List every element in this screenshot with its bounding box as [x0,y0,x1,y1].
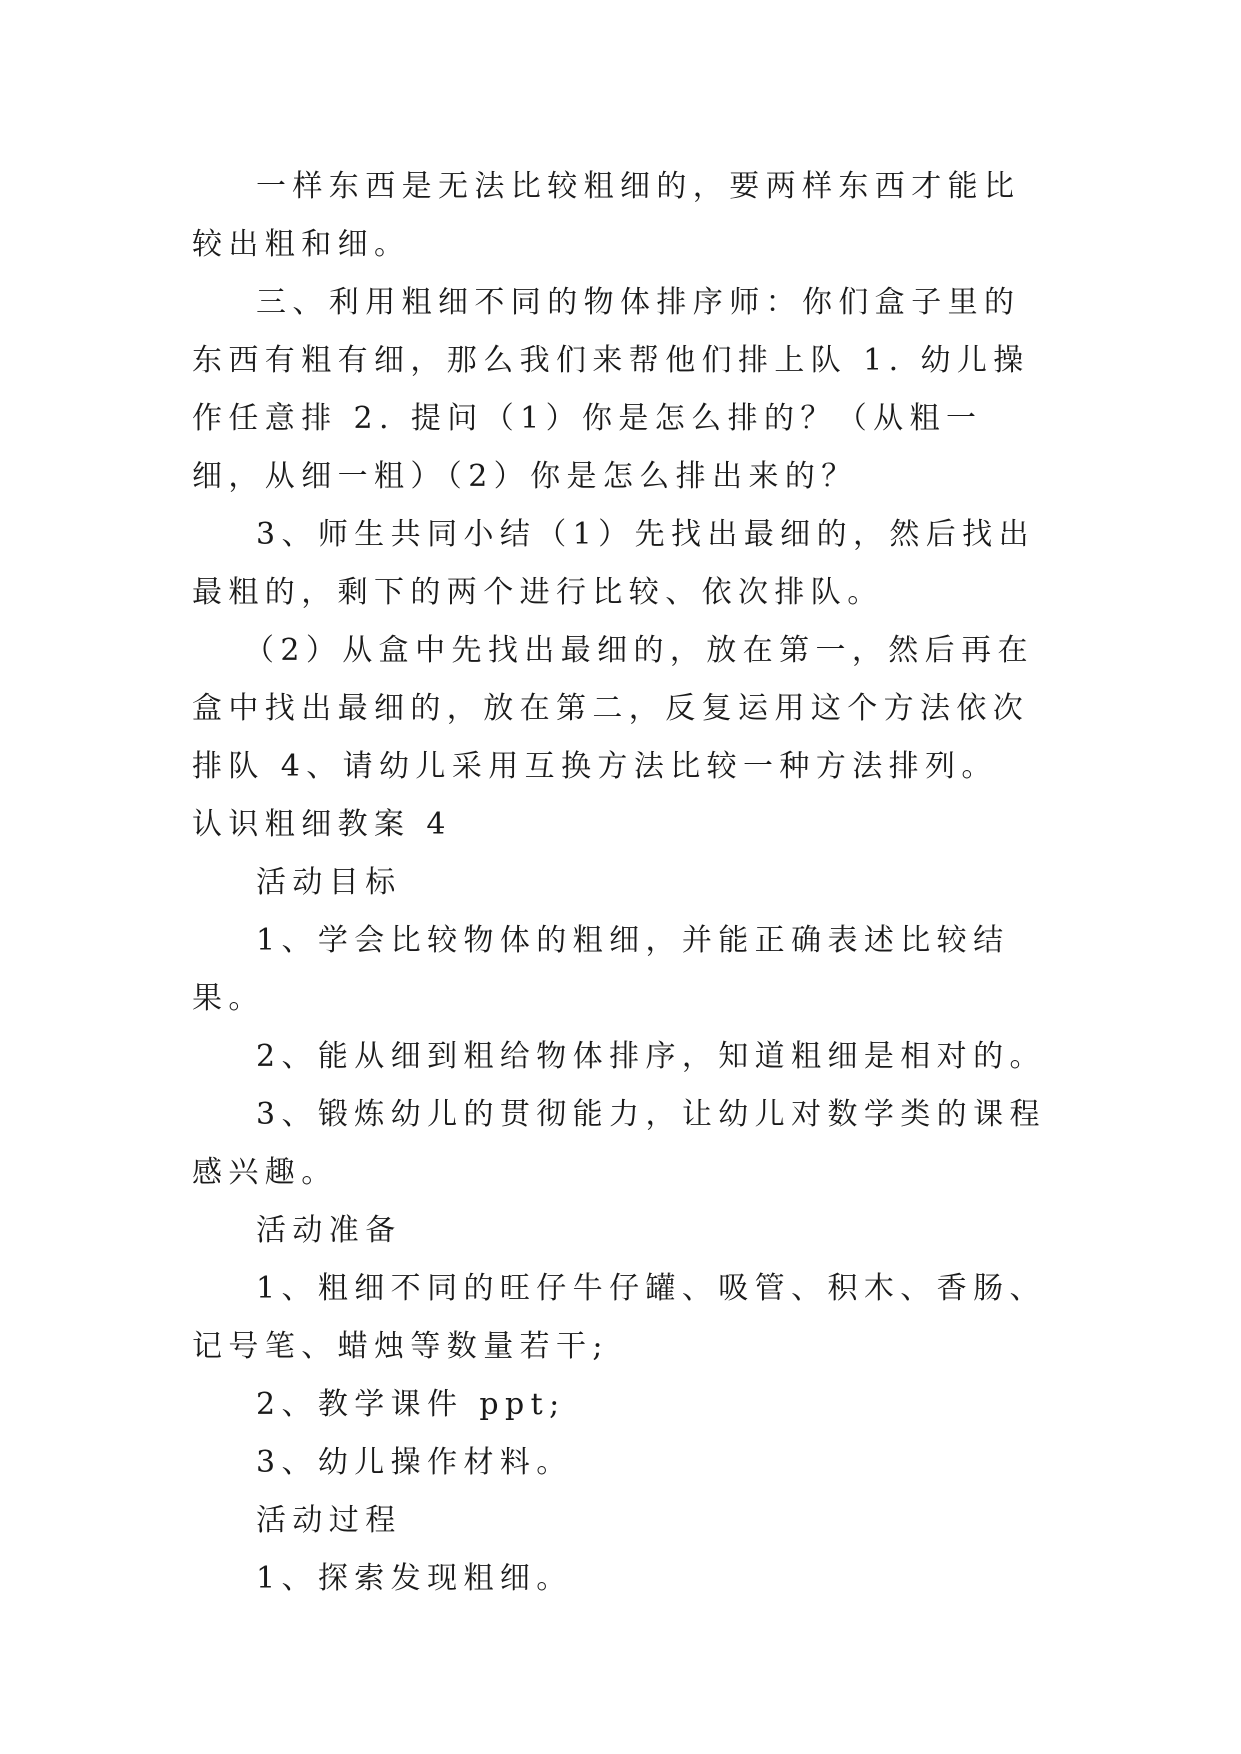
preparation-item-2: 2、教学课件 ppt; [256,1387,566,1422]
process-item-1: 1、探索发现粗细。 [256,1561,573,1596]
goal-item-1: 1、学会比较物体的粗细，并能正确表述比较结果。 [192,923,1010,1016]
document-body [192,158,1052,1608]
subheading-activity-process: 活动过程 [256,1503,402,1538]
paragraph-step-three: 三、利用粗细不同的物体排序师：你们盒子里的东西有粗有细，那么我们来帮他们排上队 1. 幼儿操作任意排 2. 提问（1）你是怎么排的？（从粗一细，从细一粗）（2）你是怎么排出来的？ [192,285,1030,494]
paragraph-summary: 3、师生共同小结（1）先找出最细的，然后找出最粗的，剩下的两个进行比较、依次排队。 [192,517,1035,610]
subheading-activity-goals: 活动目标 [256,865,402,900]
preparation-item-1: 1、粗细不同的旺仔牛仔罐、吸管、积木、香肠、记号笔、蜡烛等数量若干; [192,1271,1046,1364]
goal-item-3: 3、锻炼幼儿的贯彻能力，让幼儿对数学类的课程感兴趣。 [192,1097,1046,1190]
subheading-activity-preparation: 活动准备 [256,1213,402,1248]
preparation-item-3: 3、幼儿操作材料。 [256,1445,573,1480]
section-heading-lesson-4: 认识粗细教案 4 [192,807,452,842]
paragraph-comparison-note: 一样东西是无法比较粗细的，要两样东西才能比较出粗和细。 [192,169,1021,262]
goal-item-2: 2、能从细到粗给物体排序，知道粗细是相对的。 [256,1039,1046,1074]
paragraph-method: （2）从盒中先找出最细的，放在第一，然后再在盒中找出最细的，放在第二，反复运用这个方法依次排队 4、请幼儿采用互换方法比较一种方法排列。 [192,633,1034,784]
